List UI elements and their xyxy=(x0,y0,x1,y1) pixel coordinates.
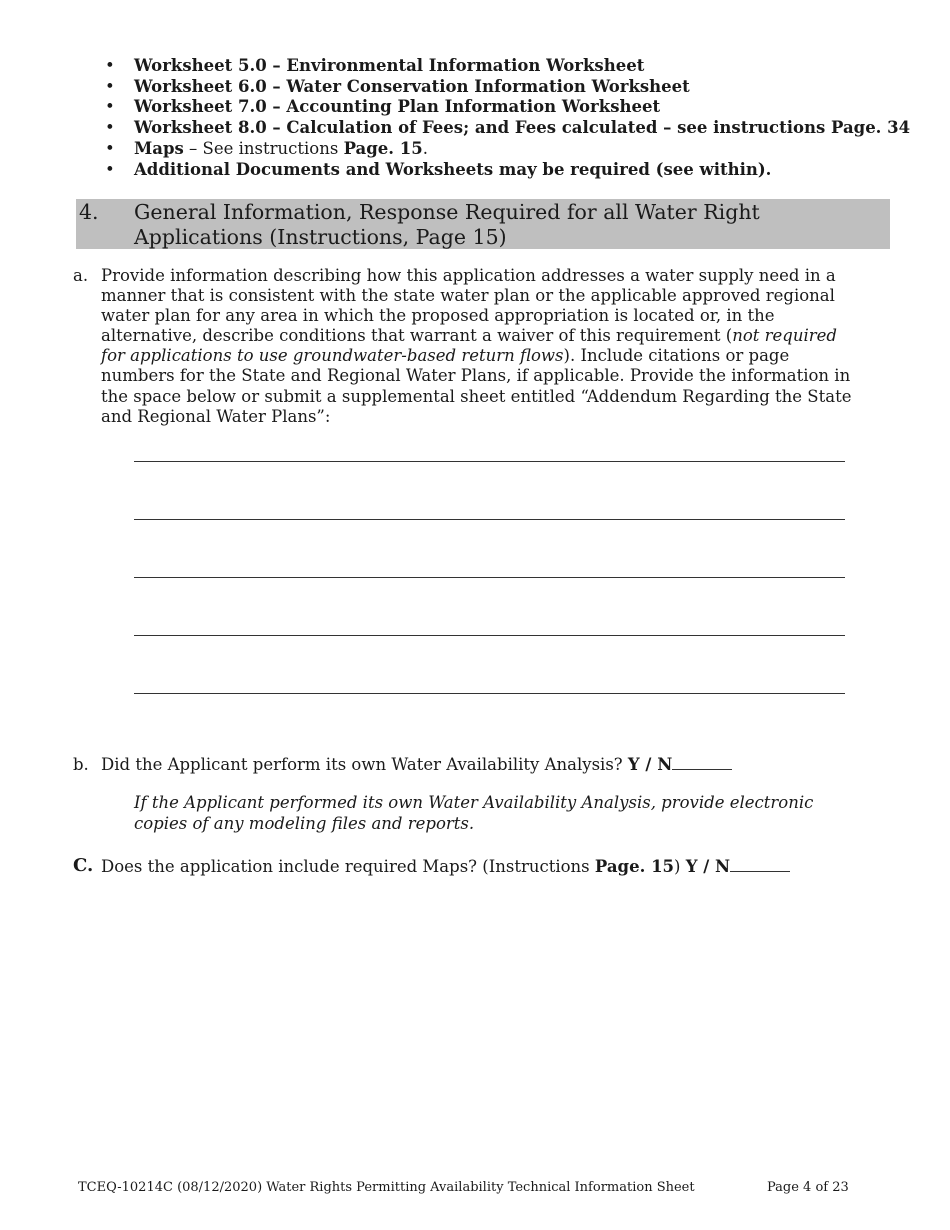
answer-line-4[interactable] xyxy=(134,635,845,636)
section-title: General Information, Response Required for all Water Right Applications (Instructions, Page 15) xyxy=(134,200,760,249)
list-item: • Worksheet 7.0 – Accounting Plan Information Worksheet xyxy=(105,97,661,117)
question-b-letter: b. xyxy=(73,755,89,774)
question-c-answer-blank[interactable] xyxy=(730,857,790,872)
bullet-icon: • xyxy=(105,138,115,158)
question-a-text: Provide information describing how this application addresses a water supply need in a manner that is consistent with the state water plan or the applicable approved regional water plan for any area in which the proposed appropriation is located or, in the alternative, describe conditions that warrant a waiver of this requirement (not required for applications to use groundwater-based return flows). Include citations or page numbers for the State and Regional Water Plans, if applicable. Provide the information in the space below or submit a supplemental sheet entitled “Addendum Regarding the State and Regional Water Plans”: xyxy=(101,266,852,426)
bullet-icon: • xyxy=(105,76,115,96)
page-number: Page 4 of 23 xyxy=(767,1180,849,1195)
question-b-answer-blank[interactable] xyxy=(672,755,732,770)
answer-line-1[interactable] xyxy=(134,461,845,462)
list-item: • Worksheet 5.0 – Environmental Information Worksheet xyxy=(105,56,645,75)
list-item: • Maps – See instructions Page. 15. xyxy=(105,138,428,158)
form-footer-id: TCEQ-10214C (08/12/2020) Water Rights Permitting Availability Technical Information Sheet xyxy=(78,1180,695,1195)
answer-line-2[interactable] xyxy=(134,519,845,520)
question-b-note: If the Applicant performed its own Water Availability Analysis, provide electronic copies of any modeling files and reports. xyxy=(134,793,814,833)
answer-line-3[interactable] xyxy=(134,577,845,578)
bullet-icon: • xyxy=(105,118,115,138)
bullet-icon: • xyxy=(105,56,115,75)
bullet-icon: • xyxy=(105,159,115,179)
bullet-icon: • xyxy=(105,97,115,117)
question-b-text: Did the Applicant perform its own Water Availability Analysis? Y / N xyxy=(101,755,732,775)
question-c-letter: C. xyxy=(73,855,94,876)
list-item: • Additional Documents and Worksheets may be required (see within). xyxy=(105,159,772,179)
list-item: • Worksheet 6.0 – Water Conservation Information Worksheet xyxy=(105,76,690,96)
section-number: 4. xyxy=(79,200,99,224)
question-a-letter: a. xyxy=(73,266,89,285)
list-item: • Worksheet 8.0 – Calculation of Fees; and Fees calculated – see instructions Page. 34 xyxy=(105,118,911,138)
answer-line-5[interactable] xyxy=(134,693,845,694)
question-c-text: Does the application include required Maps? (Instructions Page. 15) Y / N xyxy=(101,857,790,877)
section-4-header xyxy=(76,199,890,249)
required-attachments-list xyxy=(105,56,911,180)
